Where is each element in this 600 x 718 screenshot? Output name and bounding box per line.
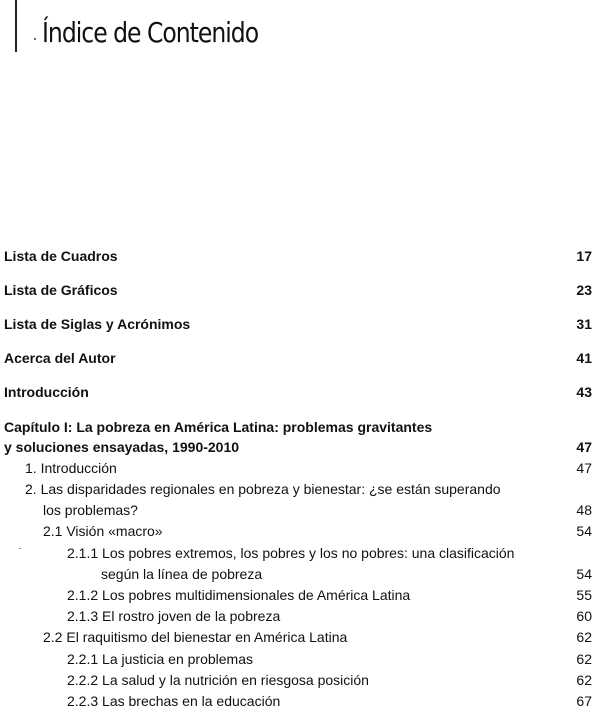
toc-entry-label: los problemas? [43,502,138,518]
toc-entry-label: 2. Las disparidades regionales en pobreza y bienestar: ¿se están superando [25,481,501,497]
toc-entry-page: 62 [576,629,592,645]
toc-entry-label: Lista de Gráficos [4,282,118,298]
toc-entry-label: 2.1 Visión «macro» [43,523,163,539]
toc-entry-label: Introducción [4,384,89,400]
vertical-rule [15,0,17,52]
toc-entry-lista-de-siglas [0,313,600,335]
toc-entry-page: 23 [576,282,592,298]
toc-entry-capitulo-1-line1 [0,416,600,438]
toc-entry-label: Capítulo I: La pobreza en América Latina: problemas gravitantes [4,419,433,435]
toc-entry-page: 48 [576,502,592,518]
toc-entry-label: Lista de Siglas y Acrónimos [4,316,191,332]
toc-entry-page: 60 [576,608,592,624]
toc-entry-label: Acerca del Autor [4,350,116,366]
toc-entry-2-disparidades-line1 [0,478,600,500]
toc-entry-2-1-1-line2 [0,563,600,585]
toc-entry-2-1-1-line1 [0,542,600,564]
toc-entry-label: y soluciones ensayadas, 1990-2010 [4,439,240,455]
toc-entry-2-1-3 [0,605,600,627]
toc-entry-label: 2.2.2 La salud y la nutrición en riesgosa posición [67,672,369,688]
toc-entry-lista-de-graficos [0,279,600,301]
toc-entry-page: 62 [576,651,592,667]
toc-entry-introduccion [0,381,600,403]
toc-entry-label: 1. Introducción [25,460,117,476]
toc-entry-2-disparidades-line2 [0,499,600,521]
toc-entry-page: 55 [576,587,592,603]
toc-entry-page: 31 [576,316,592,332]
toc-entry-page: 17 [576,248,592,264]
toc-entry-page: 47 [576,439,592,455]
toc-entry-page: 62 [576,672,592,688]
page-title: Índice de Contenido [42,16,259,49]
toc-entry-lista-de-cuadros [0,245,600,267]
toc-entry-page: 54 [576,523,592,539]
scan-dot [34,38,36,40]
toc-entry-page: 43 [576,384,592,400]
toc-entry-2-1-2 [0,584,600,606]
toc-entry-2-1-vision-macro [0,520,600,542]
toc-entry-acerca-del-autor [0,347,600,369]
toc-entry-2-2 [0,626,600,648]
toc-entry-2-2-3 [0,690,600,712]
toc-entry-1-introduccion [0,457,600,479]
toc-entry-capitulo-1-line2 [0,436,600,458]
toc-entry-2-2-1 [0,648,600,670]
toc-entry-label: 2.2.3 Las brechas en la educación [67,693,281,709]
toc-entry-page: 54 [576,566,592,582]
toc-entry-label: Lista de Cuadros [4,248,118,264]
toc-entry-label: 2.1.3 El rostro joven de la pobreza [67,608,281,624]
toc-entry-label: 2.1.2 Los pobres multidimensionales de América Latina [67,587,411,603]
toc-entry-label: 2.1.1 Los pobres extremos, los pobres y los no pobres: una clasificación [67,545,515,561]
toc-entry-label: 2.2 El raquitismo del bienestar en América Latina [43,629,348,645]
toc-entry-2-2-2 [0,669,600,691]
scan-speck [19,548,21,549]
toc-entry-page: 41 [576,350,592,366]
toc-entry-page: 67 [576,693,592,709]
toc-entry-label: 2.2.1 La justicia en problemas [67,651,253,667]
toc-entry-label: según la línea de pobreza [101,566,263,582]
toc-entry-page: 47 [576,460,592,476]
